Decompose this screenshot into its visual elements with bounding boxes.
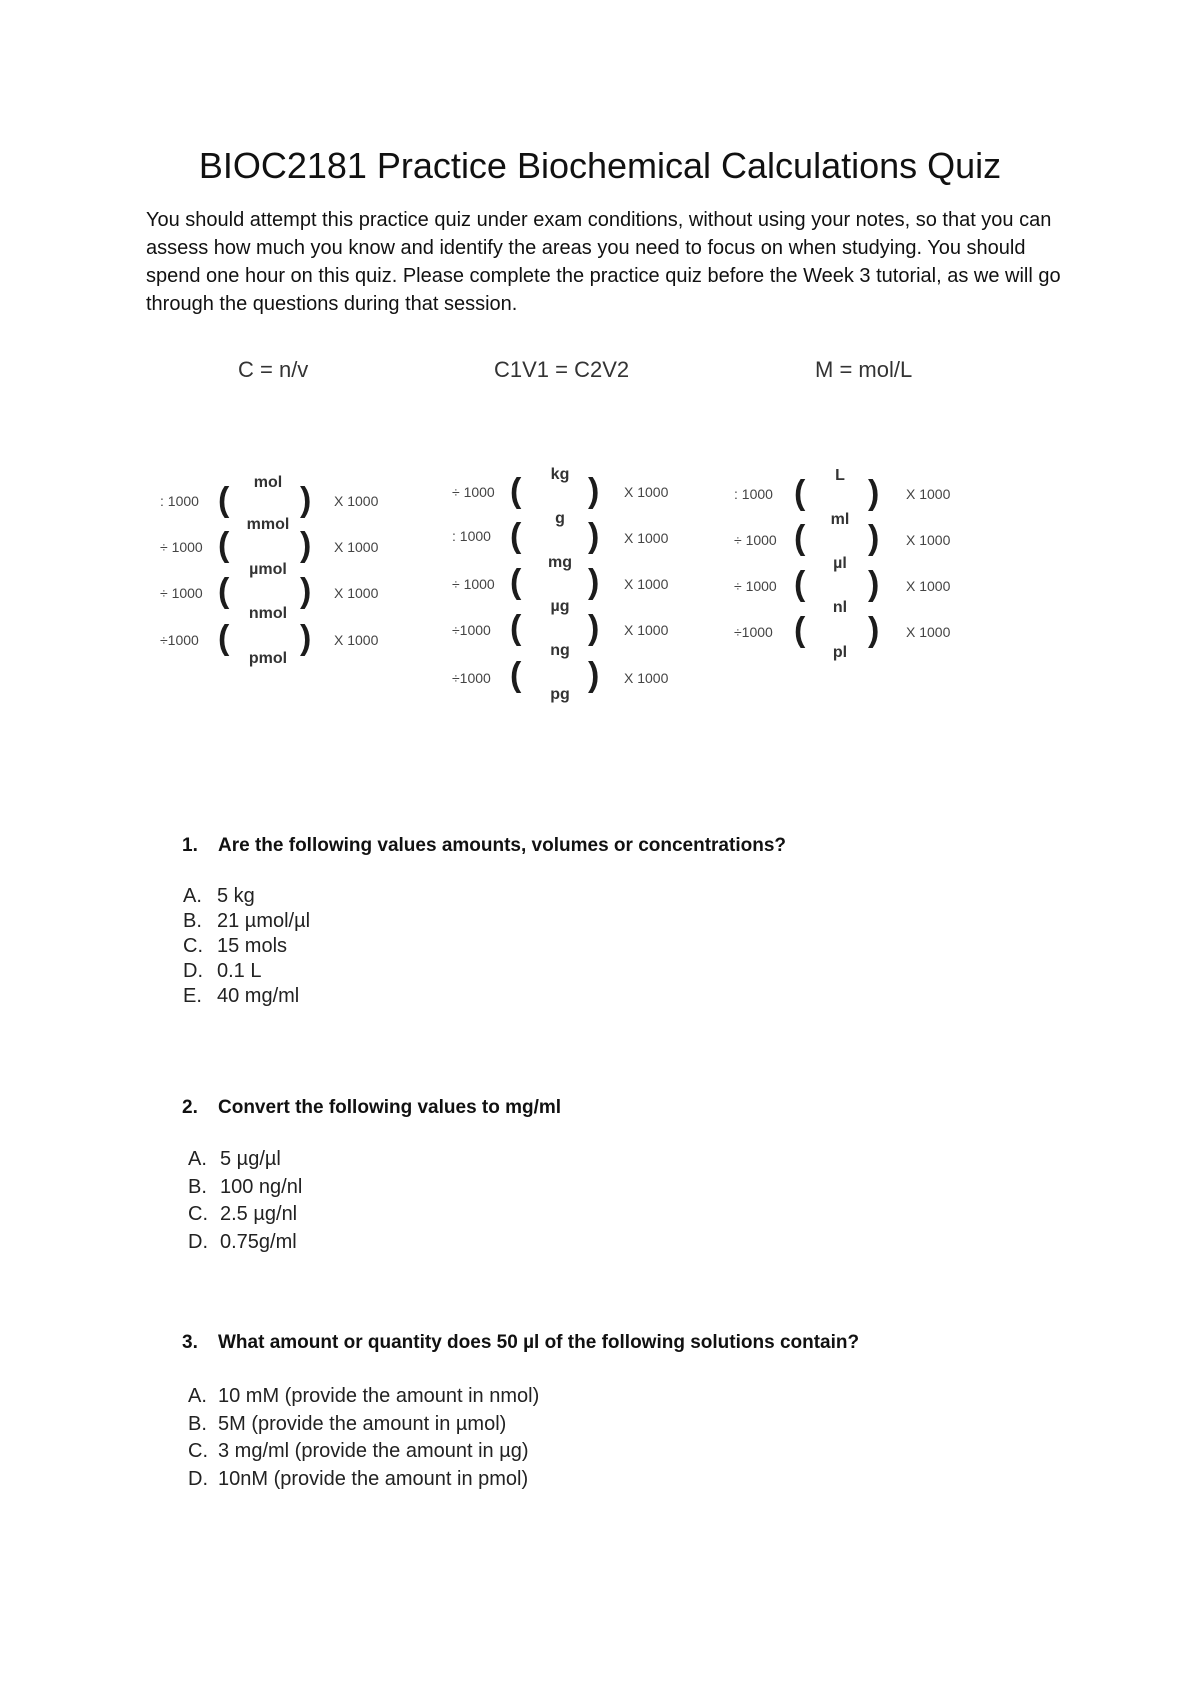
left-arrow-icon: ( [218,572,230,610]
option-letter: A. [183,885,202,907]
formula-dilution: C1V1 = C2V2 [494,357,630,382]
question-3-options [188,1383,539,1493]
right-arrow-icon: ) [588,656,600,694]
divide-factor: : 1000 [160,493,199,509]
left-arrow-icon: ( [510,472,522,510]
option-text: 15 mols [217,935,288,957]
option-item [188,1383,539,1411]
divide-factor: : 1000 [452,528,491,544]
option-item [188,1229,302,1257]
option-text: 3 mg/ml (provide the amount in µg) [218,1440,529,1462]
option-item [188,1438,539,1466]
option-item [188,1174,302,1202]
page-title: BIOC2181 Practice Biochemical Calculations Quiz [198,145,1002,186]
option-text: 0.75g/ml [220,1230,297,1253]
left-arrow-icon: ( [794,611,806,649]
option-letter: E. [183,985,202,1007]
multiply-factor: X 1000 [906,486,951,502]
formula-concentration: C = n/v [238,357,309,382]
option-text: 100 ng/nl [220,1175,303,1198]
left-arrow-icon: ( [794,519,806,557]
option-item [183,934,310,959]
option-text: 2.5 µg/nl [220,1203,298,1225]
right-arrow-icon: ) [300,572,312,610]
option-text: 0.1 L [217,960,262,982]
divide-factor: ÷1000 [452,622,491,638]
option-letter: A. [188,1385,207,1407]
right-arrow-icon: ) [588,563,600,601]
left-arrow-icon: ( [510,656,522,694]
left-arrow-icon: ( [510,609,522,647]
question-number: 2. [182,1097,198,1118]
question-text: What amount or quantity does 50 µl of the following solutions contain? [218,1332,860,1353]
right-arrow-icon: ) [588,472,600,510]
unit-label: pg [550,686,570,703]
option-letter: C. [188,1440,208,1462]
left-arrow-icon: ( [510,517,522,555]
divide-factor: ÷ 1000 [452,576,495,592]
unit-label: kg [550,466,570,483]
option-text: 10nM (provide the amount in pmol) [218,1467,529,1490]
formula-molarity: M = mol/L [815,357,913,382]
divide-factor: ÷1000 [160,632,199,648]
multiply-factor: X 1000 [624,622,669,638]
multiply-factor: X 1000 [334,632,379,648]
divide-factor: ÷ 1000 [452,484,495,500]
option-text: 5 µg/µl [220,1148,281,1170]
question-number: 1. [182,835,198,856]
right-arrow-icon: ) [868,519,880,557]
option-item [183,884,310,909]
unit-label: ml [830,511,850,528]
unit-label: ng [550,642,570,659]
multiply-factor: X 1000 [906,624,951,640]
multiply-factor: X 1000 [334,585,379,601]
option-letter: B. [188,1175,207,1198]
multiply-factor: X 1000 [624,576,669,592]
option-letter: C. [183,935,203,957]
unit-label: pl [832,644,848,661]
unit-label: µl [833,555,847,572]
left-arrow-icon: ( [218,526,230,564]
left-arrow-icon: ( [794,565,806,603]
option-letter: D. [188,1467,208,1490]
multiply-factor: X 1000 [624,670,669,686]
right-arrow-icon: ) [300,526,312,564]
right-arrow-icon: ) [588,517,600,555]
right-arrow-icon: ) [868,474,880,512]
option-item [188,1411,539,1439]
question-text: Convert the following values to mg/ml [218,1097,562,1118]
intro-paragraph: You should attempt this practice quiz under exam conditions, without using your notes, so that you can assess how much you know and identify the areas you need to focus on when studying. You should spend one hour on this quiz. Please complete the practice quiz before the Week 3 tutorial, as we will go through the questions during that session. [146,209,1061,315]
unit-label: mmol [246,516,290,533]
option-item [188,1466,539,1494]
unit-label: mol [253,474,283,491]
divide-factor: ÷1000 [734,624,773,640]
divide-factor: ÷ 1000 [160,539,203,555]
unit-label: mg [548,554,572,571]
option-letter: A. [188,1148,207,1170]
option-letter: B. [183,910,202,932]
left-arrow-icon: ( [794,474,806,512]
question-3-heading [182,1330,859,1356]
divide-factor: ÷1000 [452,670,491,686]
option-item [188,1146,302,1174]
right-arrow-icon: ) [868,611,880,649]
option-item [183,959,310,984]
question-2-heading [182,1095,561,1121]
question-number: 3. [182,1332,198,1353]
multiply-factor: X 1000 [624,484,669,500]
right-arrow-icon: ) [300,619,312,657]
option-item [183,984,310,1009]
left-arrow-icon: ( [218,481,230,519]
divide-factor: ÷ 1000 [160,585,203,601]
unit-label: g [555,510,565,527]
question-text: Are the following values amounts, volumes or concentrations? [218,835,786,856]
multiply-factor: X 1000 [906,578,951,594]
question-2-options [188,1146,302,1256]
unit-label: pmol [248,650,288,667]
option-item [188,1201,302,1229]
multiply-factor: X 1000 [334,493,379,509]
option-letter: D. [188,1230,208,1253]
unit-label: µg [550,598,570,615]
multiply-factor: X 1000 [334,539,379,555]
unit-label: µmol [249,561,287,578]
right-arrow-icon: ) [300,481,312,519]
right-arrow-icon: ) [588,609,600,647]
option-text: 5 kg [217,885,255,907]
divide-factor: ÷ 1000 [734,532,777,548]
multiply-factor: X 1000 [906,532,951,548]
option-item [183,909,310,934]
question-1-heading [182,833,786,859]
unit-label: L [835,467,845,484]
divide-factor: ÷ 1000 [734,578,777,594]
right-arrow-icon: ) [868,565,880,603]
option-text: 21 µmol/µl [217,910,311,932]
left-arrow-icon: ( [218,619,230,657]
option-text: 40 mg/ml [217,985,300,1007]
unit-label: nmol [248,605,288,622]
option-letter: C. [188,1203,208,1225]
left-arrow-icon: ( [510,563,522,601]
option-letter: B. [188,1412,207,1435]
option-letter: D. [183,960,203,982]
option-text: 10 mM (provide the amount in nmol) [218,1385,540,1407]
divide-factor: : 1000 [734,486,773,502]
multiply-factor: X 1000 [624,530,669,546]
question-1-options [183,884,310,1009]
option-text: 5M (provide the amount in µmol) [218,1412,507,1435]
unit-label: nl [832,599,848,616]
